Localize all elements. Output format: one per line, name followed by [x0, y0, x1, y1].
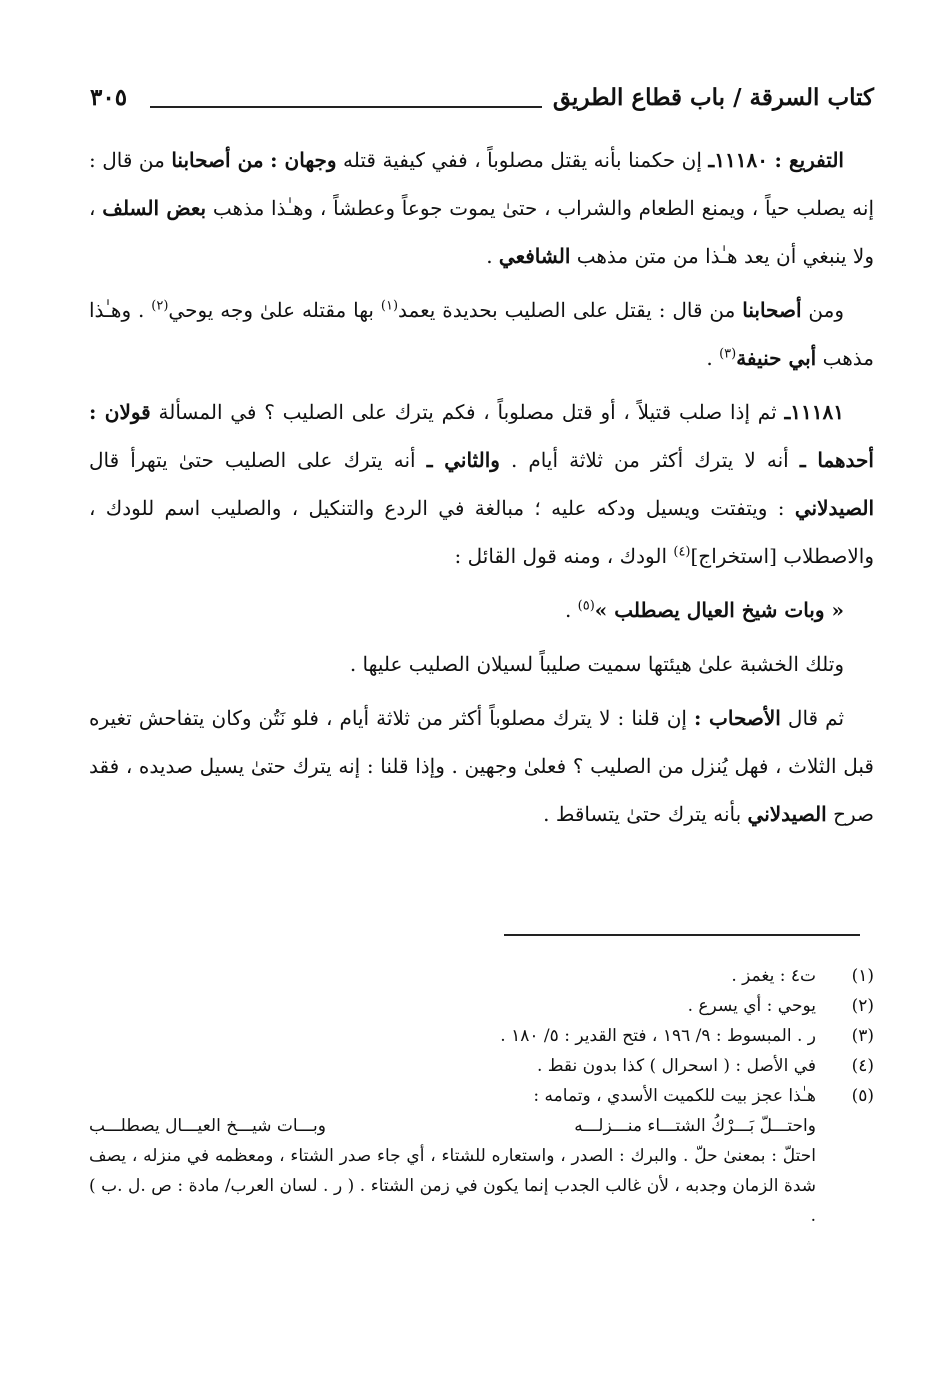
term: الصيدلاني: [794, 496, 875, 520]
text: ، ولا ينبغي أن يعد هـٰذا من متن مذهب: [89, 196, 874, 268]
verse-first-hemistich: واحتـــلّ بَـــرْكُ الشتـــاء منـــزلـــه: [574, 1116, 816, 1136]
quote-text: « وبات شيخ العيال يصطلب »: [594, 598, 844, 622]
term: التفريع :: [774, 148, 844, 172]
issue-number: ١١١٨١ـ: [784, 400, 845, 424]
term: أحدهما ـ: [799, 448, 874, 472]
text: ثم إذا صلب قتيلاً ، أو قتل مصلوباً ، فكم يترك على الصليب ؟ في المسألة: [158, 400, 777, 424]
text: بأنه يترك حتىٰ يتساقط .: [543, 802, 742, 826]
footnote-number: (٢): [851, 996, 874, 1016]
footnote-number: (٣): [851, 1026, 874, 1046]
footnote-text: هـٰذا عجز بيت للكميت الأسدي ، وتمامه :: [533, 1086, 816, 1106]
header-rule: [150, 106, 542, 108]
footnote-text: في الأصل : ( اسحرال ) كذا بدون نقط .: [536, 1056, 816, 1076]
text: الودك ، ومنه قول القائل :: [454, 544, 667, 568]
term: بعض السلف: [102, 196, 207, 220]
footnotes: [89, 961, 874, 1231]
footnote: [89, 961, 874, 991]
term: الأصحاب :: [694, 706, 781, 730]
paragraph-2: [89, 286, 874, 382]
term: الصيدلاني: [747, 802, 827, 826]
paragraph-11181: [89, 388, 874, 580]
term: أصحابنا: [742, 298, 802, 322]
verse-quote: [89, 586, 874, 634]
main-text: [89, 136, 874, 838]
term: من أصحابنا: [171, 148, 264, 172]
running-header-title: كتاب السرقة / باب قطاع الطريق: [552, 84, 874, 111]
poem-verse: [89, 1111, 874, 1141]
paragraph-5: [89, 694, 874, 838]
text: أنه يترك على الصليب حتىٰ يتهرأ قال: [89, 448, 416, 472]
issue-number: ١١١٨٠ـ: [708, 148, 768, 172]
footnote-ref[interactable]: (٢): [151, 298, 169, 314]
term: والثاني ـ: [426, 448, 500, 472]
text: إن قلنا : لا يترك مصلوباً أكثر من ثلاثة أيام ، فلو نَتُن وكان يتفاحش تغيره قبل الثلاث ، فهل يُنزل من الصليب ؟ فعلىٰ وجهين . وإذا قلنا : إنه يترك حتىٰ يسيل صديده ، فقد صرح: [89, 706, 874, 826]
footnote-ref[interactable]: (٤): [673, 544, 691, 560]
footnote-number: (٤): [851, 1056, 874, 1076]
page-number: ٣٠٥: [90, 84, 128, 111]
footnote-continuation: احتلّ : بمعنىٰ حلّ . والبرك : الصدر ، واستعاره للشتاء ، أي جاء صدر الشتاء ، ومعظمه في منزله ، يصف شدة الزمان وجدبه ، لأن غالب الجدب إنما يكون في زمن الشتاء . ( ر . لسان العرب/ مادة : ص .ل .ب ) .: [89, 1146, 816, 1226]
text: من قال : إنه يصلب حياً ، ويمنع الطعام والشراب ، حتىٰ يموت جوعاً وعطشاً ، وهـٰذا مذهب: [89, 148, 875, 220]
text: ومن: [808, 298, 845, 322]
footnote-ref[interactable]: (٥): [577, 598, 595, 614]
footnote-ref[interactable]: (١): [380, 298, 399, 314]
paragraph-4: وتلك الخشبة علىٰ هيئتها سميت صليباً لسيلان الصليب عليها .: [349, 652, 844, 676]
footnote: [89, 991, 874, 1021]
paragraph-11180: [89, 136, 874, 280]
verse-second-hemistich: وبـــات شيـــخ العيـــال يصطلـــب: [89, 1116, 326, 1136]
text: أنه لا يترك أكثر من ثلاثة أيام .: [510, 448, 789, 472]
text: إن حكمنا بأنه يقتل مصلوباً ، ففي كيفية قتله: [343, 148, 702, 172]
text: .: [706, 346, 713, 370]
footnote-text: ت٤ : يغمز .: [731, 966, 816, 986]
text: . وهـٰذا مذهب: [89, 298, 874, 370]
footnote-number: (١): [851, 966, 874, 986]
text: بها مقتله علىٰ وجه يوحي: [168, 298, 374, 322]
footnote-rule: [504, 934, 860, 936]
footnote-text: ر . المبسوط : ٩/ ١٩٦ ، فتح القدير : ٥/ ١٨٠ .: [500, 1026, 816, 1046]
text: : ويتفتت ويسيل ودكه عليه ؛ مبالغة في الردع والتنكيل ، والصليب اسم للودك ، والاصطلاب [استخراج]: [89, 496, 874, 568]
term: قولان :: [89, 400, 151, 424]
footnote: [89, 1021, 874, 1051]
footnote: [89, 1081, 874, 1111]
footnote-number: (٥): [851, 1086, 874, 1106]
footnote-text: يوحي : أي يسرع .: [687, 996, 816, 1016]
term: الشافعي: [498, 244, 571, 268]
term: أبي حنيفة: [736, 346, 817, 370]
term: وجهان :: [270, 148, 337, 172]
text: من قال : يقتل على الصليب بحديدة يعمد: [398, 298, 736, 322]
text: .: [486, 244, 493, 268]
footnote: [89, 1051, 874, 1081]
footnote-ref[interactable]: (٣): [719, 346, 737, 362]
text: .: [564, 598, 572, 622]
text: ثم قال: [787, 706, 845, 730]
